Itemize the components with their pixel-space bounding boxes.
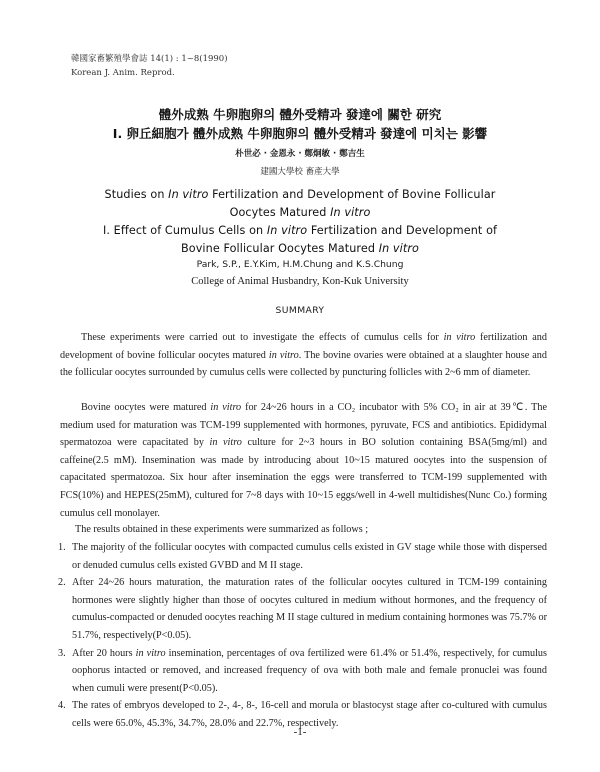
journal-header [71,52,228,80]
journal-citation-english: Korean J. Anim. Reprod. [71,68,175,78]
korean-title-line2: I. 卵丘細胞가 體外成熟 牛卵胞卵의 體外受精과 發達에 미치는 影響 [112,126,488,141]
korean-title-line1: 體外成熟 牛卵胞卵의 體外受精과 發達에 關한 研究 [158,107,442,122]
korean-authors: 朴世必 · 金恩永 · 鄭炯敏 · 鄭吉生 [235,149,365,159]
summary-paragraph-2: Bovine oocytes were matured in vitro for 24~26 hours in a CO₂ incubator with 5% CO₂ in air at 39℃. The medium used for maturation was TCM-199 supplemented with hormones, pyruvate, FCS and antibiotics. Epididymal spermatozoa were capacitated by in vitro culture for 2~3 hours in BO solution containing BSA(5mg/ml) and caffeine(2.5 mM). Insemination was made by introducing about 10~15 matured oocytes into the suspension of capacitated spermatozoa. Six hour after insemination the eggs were transferred to TCM-199 supplemented with FCS(10%) and HEPES(25mM), cultured for 7~8 days with 10~15 eggs/well in 4-well multidishes(Nunc Co.) forming cumulus cell monolayer. [60,402,547,519]
result-item-2: 2. After 24~26 hours maturation, the maturation rates of the follicular oocytes cultured in TCM-199 containing hormones were slightly higher than those of oocytes cultured in medium without hormones, and the frequency of cumulus-compacted or denuded oocytes reaching M II stage cultured in medium containing hormones was 75.7% or 51.7%, respectively(P<0.05). [58,577,547,641]
english-title-line3: I. Effect of Cumulus Cells on In vitro Fertilization and Development of [102,224,498,237]
results-list [58,539,547,733]
result-item-4: 4. The rates of embryos developed to 2-, 4-, 8-, 16-cell and morula or blastocyst stage after co-cultured with cumulus cells were 65.0%, 45.3%, 34.7%, 28.0% and 22.7%, respectively. [58,700,547,729]
result-item-1: 1. The majority of the follicular oocytes with compacted cumulus cells existed in GV stage while those with dispersed or denuded cumulus cells existed GVBD and M II stage. [58,542,547,571]
english-authors: Park, S.P., E.Y.Kim, H.M.Chung and K.S.Chung [196,259,404,270]
english-title-line1: Studies on In vitro Fertilization and Development of Bovine Follicular [104,188,496,201]
journal-citation-korean: 韓國家畜繁殖學會誌 14(1) : 1~8(1990) [71,54,228,64]
result-item-3: 3. After 20 hours in vitro insemination, percentages of ova fertilized were 61.4% or 51.4%, respectively, for cumulus oophorus intacted or removed, and increased frequency of ova with both male and female pronuclei was found when cumuli were present(P<0.05). [58,647,547,694]
english-title-line4: Bovine Follicular Oocytes Matured In vitro [180,242,419,255]
summary-paragraph-3: The results obtained in these experiments were summarized as follows ; [75,524,369,535]
page-number: -1- [293,726,307,738]
english-title [0,186,600,258]
english-affiliation: College of Animal Husbandry, Kon-Kuk University [191,276,409,287]
summary-heading: SUMMARY [275,305,325,316]
korean-affiliation: 建國大學校 畜產大學 [260,167,340,177]
english-title-line2: Oocytes Matured In vitro [229,206,371,219]
summary-paragraph-1: These experiments were carried out to investigate the effects of cumulus cells for in vitro fertilization and development of bovine follicular oocytes matured in vitro. The bovine ovaries were obtained at a slaughter house and the follicular oocytes surrounded by cumulus cells were collected by puncturing follicles with 2~6 mm of diameter. [60,332,547,379]
